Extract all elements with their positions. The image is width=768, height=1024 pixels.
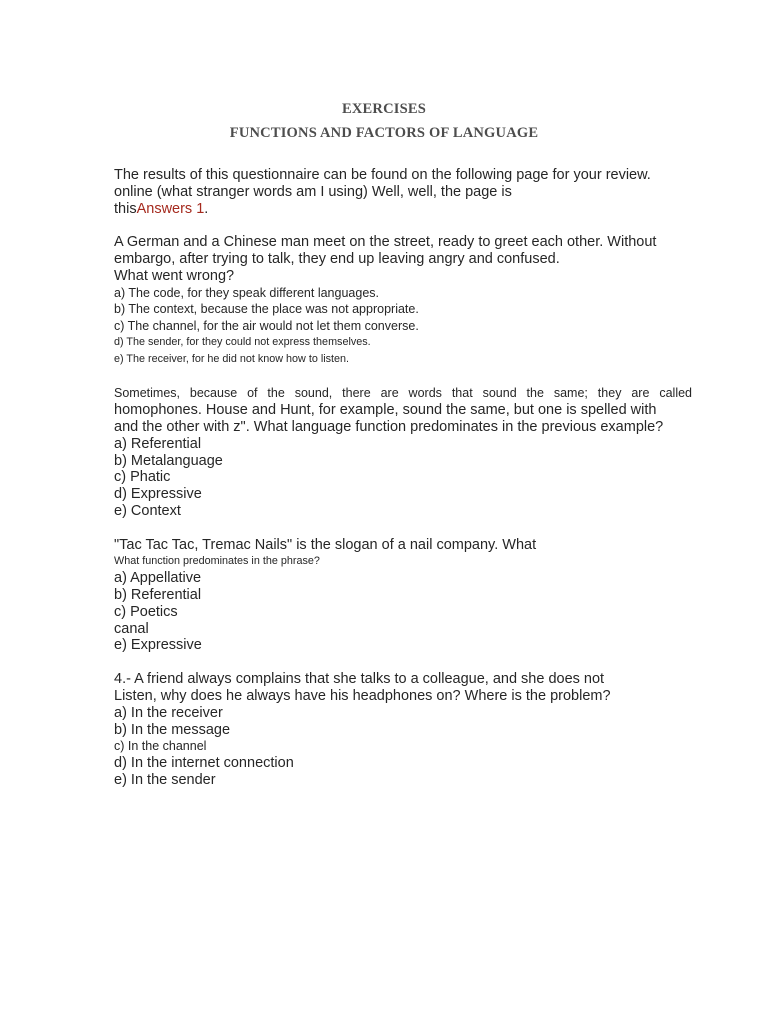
intro-line-3-prefix: this — [114, 201, 137, 217]
q2-option-a: a) Referential — [114, 436, 202, 452]
intro-line-2: online (what stranger words am I using) Well, well, the page is — [114, 184, 512, 200]
answers-link[interactable]: Answers 1 — [136, 201, 205, 217]
intro-line-3-suffix: . — [204, 201, 209, 217]
intro-line-3 — [114, 201, 208, 218]
q4-line-2: Listen, why does he always have his headphones on? Where is the problem? — [114, 688, 611, 704]
q1-line-1: A German and a Chinese man meet on the street, ready to greet each other. Without — [114, 234, 657, 250]
q4-option-d: d) In the internet connection — [114, 755, 294, 771]
q3-option-a: a) Appellative — [114, 570, 202, 586]
q2-line-1: Sometimes, because of the sound, there are words that sound the same; they are called — [114, 386, 692, 400]
q4-line-1: 4.- A friend always complains that she talks to a colleague, and she does not — [114, 671, 605, 687]
q3-line-1: "Tac Tac Tac, Tremac Nails" is the slogan of a nail company. What — [114, 537, 537, 553]
q1-option-d: d) The sender, for they could not express themselves. — [114, 336, 371, 348]
q2-option-b: b) Metalanguage — [114, 453, 223, 469]
page-subtitle: FUNCTIONS AND FACTORS OF LANGUAGE — [229, 125, 539, 141]
q4-option-c: c) In the channel — [114, 739, 207, 753]
intro-line-1: The results of this questionnaire can be found on the following page for your review. — [114, 167, 651, 183]
q1-option-b: b) The context, because the place was not appropriate. — [114, 302, 419, 316]
q1-option-a: a) The code, for they speak different languages. — [114, 286, 379, 300]
q2-option-e: e) Context — [114, 503, 181, 519]
q3-option-d: canal — [114, 621, 149, 637]
q1-option-e: e) The receiver, for he did not know how to listen. — [114, 353, 350, 365]
q4-option-a: a) In the receiver — [114, 705, 223, 721]
q3-option-e: e) Expressive — [114, 637, 202, 653]
q2-line-3: and the other with z". What language function predominates in the previous example? — [114, 419, 664, 435]
q2-line-2: homophones. House and Hunt, for example, sound the same, but one is spelled with — [114, 402, 657, 418]
q3-option-c: c) Poetics — [114, 604, 178, 620]
q2-option-c: c) Phatic — [114, 469, 171, 485]
q4-option-e: e) In the sender — [114, 772, 216, 788]
q1-line-3: What went wrong? — [114, 268, 235, 284]
q1-option-c: c) The channel, for the air would not let them converse. — [114, 319, 419, 333]
q3-line-2: What function predominates in the phrase? — [114, 555, 320, 567]
page-title: EXERCISES — [342, 101, 426, 117]
q1-line-2: embargo, after trying to talk, they end up leaving angry and confused. — [114, 251, 560, 267]
q4-option-b: b) In the message — [114, 722, 231, 738]
q2-option-d: d) Expressive — [114, 486, 202, 502]
q3-option-b: b) Referential — [114, 587, 202, 603]
